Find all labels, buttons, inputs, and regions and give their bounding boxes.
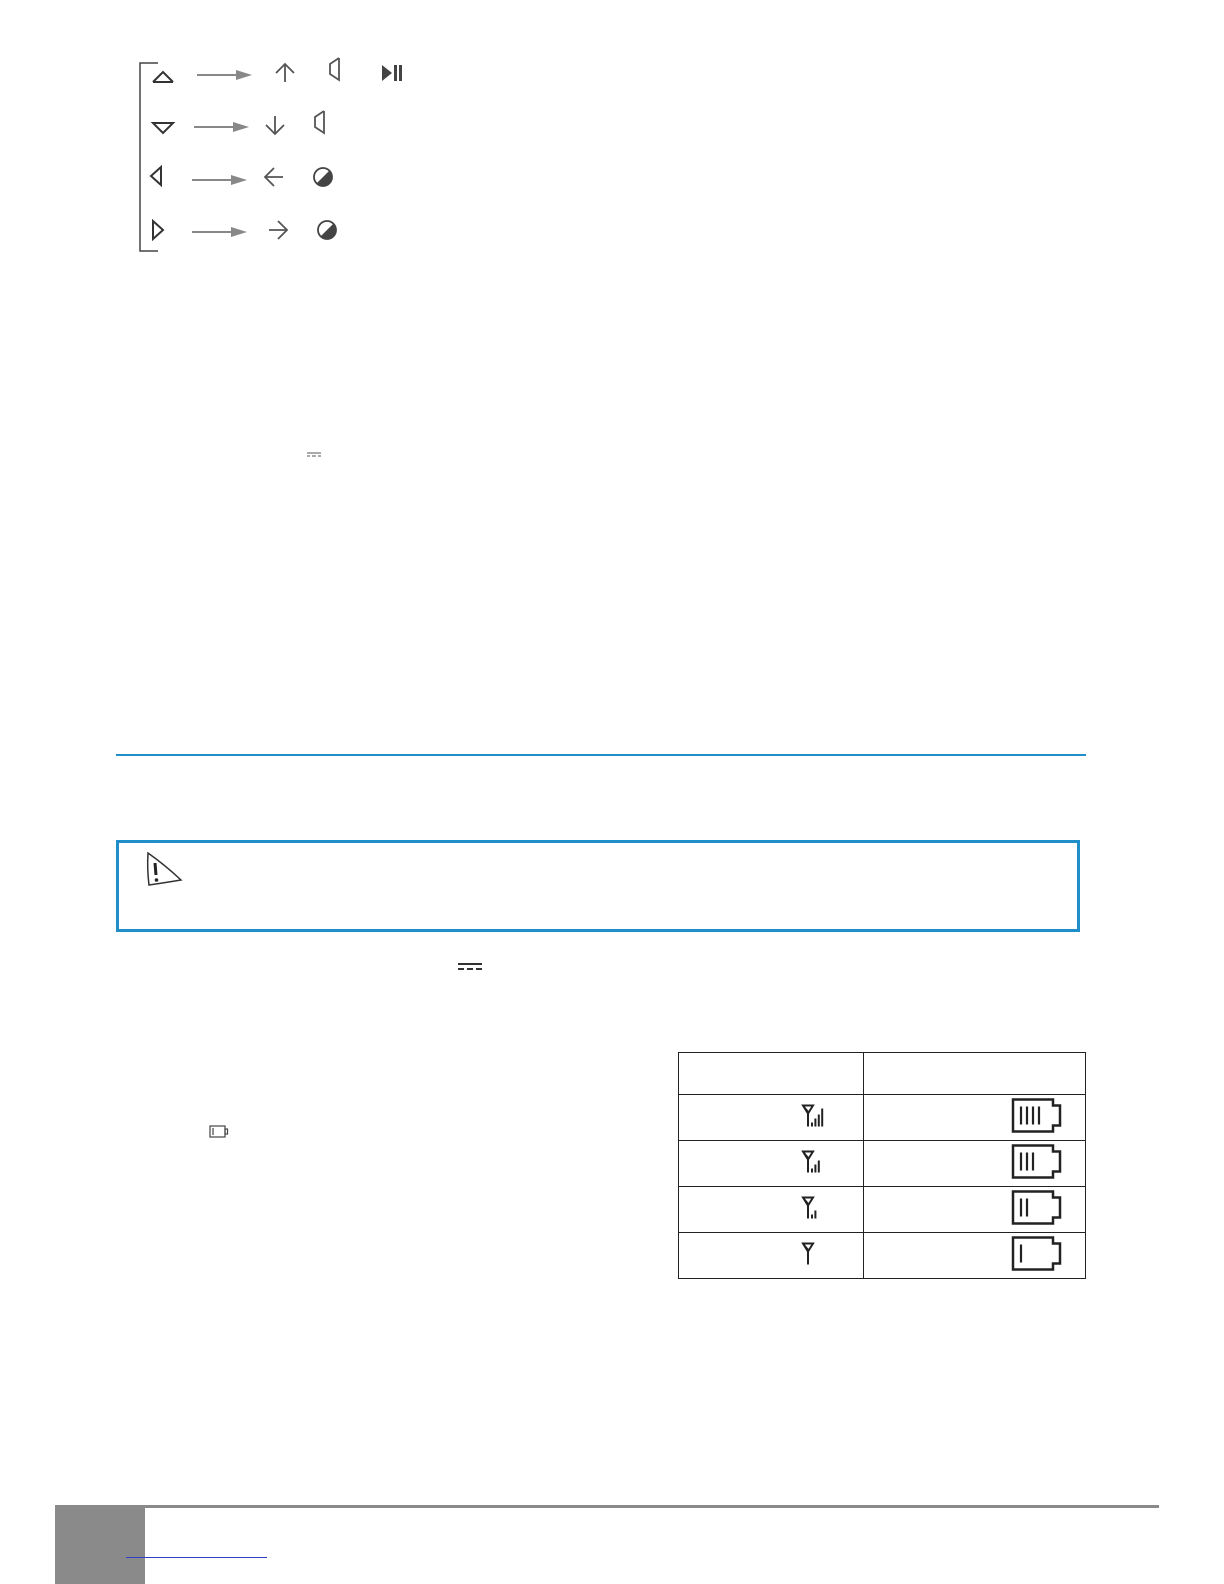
signal-cell: [679, 1233, 864, 1279]
battery-cell: [864, 1141, 1086, 1187]
battery-cell: [864, 1233, 1086, 1279]
signal-bar: [818, 1114, 820, 1126]
signal-strength-icon: [801, 1240, 825, 1266]
triangle-right-icon: [153, 221, 163, 239]
table-row: [679, 1141, 1086, 1187]
battery-cell: [864, 1095, 1086, 1141]
footer-link[interactable]: [126, 1557, 267, 1558]
battery-cell: [864, 1187, 1086, 1233]
battery-level-icon: [1011, 1143, 1063, 1179]
table-header-row: [679, 1053, 1086, 1095]
signal-bar: [822, 1108, 824, 1126]
arrow-right-icon: [269, 221, 287, 239]
volume-icon: [315, 111, 324, 133]
signal-bar: [815, 1210, 817, 1218]
arrow-left-icon: [265, 168, 283, 186]
battery-icon: [209, 1125, 229, 1138]
volume-icon: [330, 58, 339, 80]
triangle-down-icon: [153, 123, 173, 133]
signal-strength-icon: [801, 1102, 825, 1128]
battery-column-header: [864, 1053, 1086, 1095]
battery-level-icon: [1011, 1235, 1063, 1271]
triangle-up-icon: [153, 72, 173, 82]
signal-cell: [679, 1141, 864, 1187]
key-mapping-diagram: [130, 50, 430, 260]
page-number-block: [55, 1508, 145, 1584]
signal-bar: [818, 1160, 820, 1172]
triangle-left-icon: [151, 167, 161, 185]
table-row: [679, 1095, 1086, 1141]
warning-icon: [143, 849, 185, 889]
arrow-up-icon: [276, 64, 294, 82]
section-divider: [116, 754, 1086, 756]
signal-bar: [811, 1122, 813, 1126]
arrow-down-icon: [266, 116, 284, 134]
table-row: [679, 1233, 1086, 1279]
battery-level-icon: [1011, 1189, 1063, 1225]
signal-strength-icon: [801, 1194, 825, 1220]
dc-current-icon: [458, 962, 482, 972]
signal-bar: [811, 1214, 813, 1218]
key-row-left: [151, 167, 332, 186]
key-row-right: [153, 221, 336, 239]
key-row-up: [153, 58, 402, 82]
play-pause-icon: [382, 65, 402, 81]
signal-cell: [679, 1095, 864, 1141]
signal-column-header: [679, 1053, 864, 1095]
battery-level-icon: [1011, 1097, 1063, 1133]
signal-bar: [815, 1118, 817, 1126]
signal-cell: [679, 1187, 864, 1233]
dc-current-icon: [307, 451, 321, 459]
signal-bar: [815, 1164, 817, 1172]
warning-box: [116, 840, 1080, 932]
table-row: [679, 1187, 1086, 1233]
half-circle-icon: [318, 221, 336, 239]
half-circle-icon: [314, 168, 332, 186]
signal-strength-icon: [801, 1148, 825, 1174]
key-row-down: [153, 111, 324, 134]
status-table: [678, 1052, 1086, 1279]
footer-rule: [55, 1505, 1159, 1508]
signal-bar: [811, 1168, 813, 1172]
